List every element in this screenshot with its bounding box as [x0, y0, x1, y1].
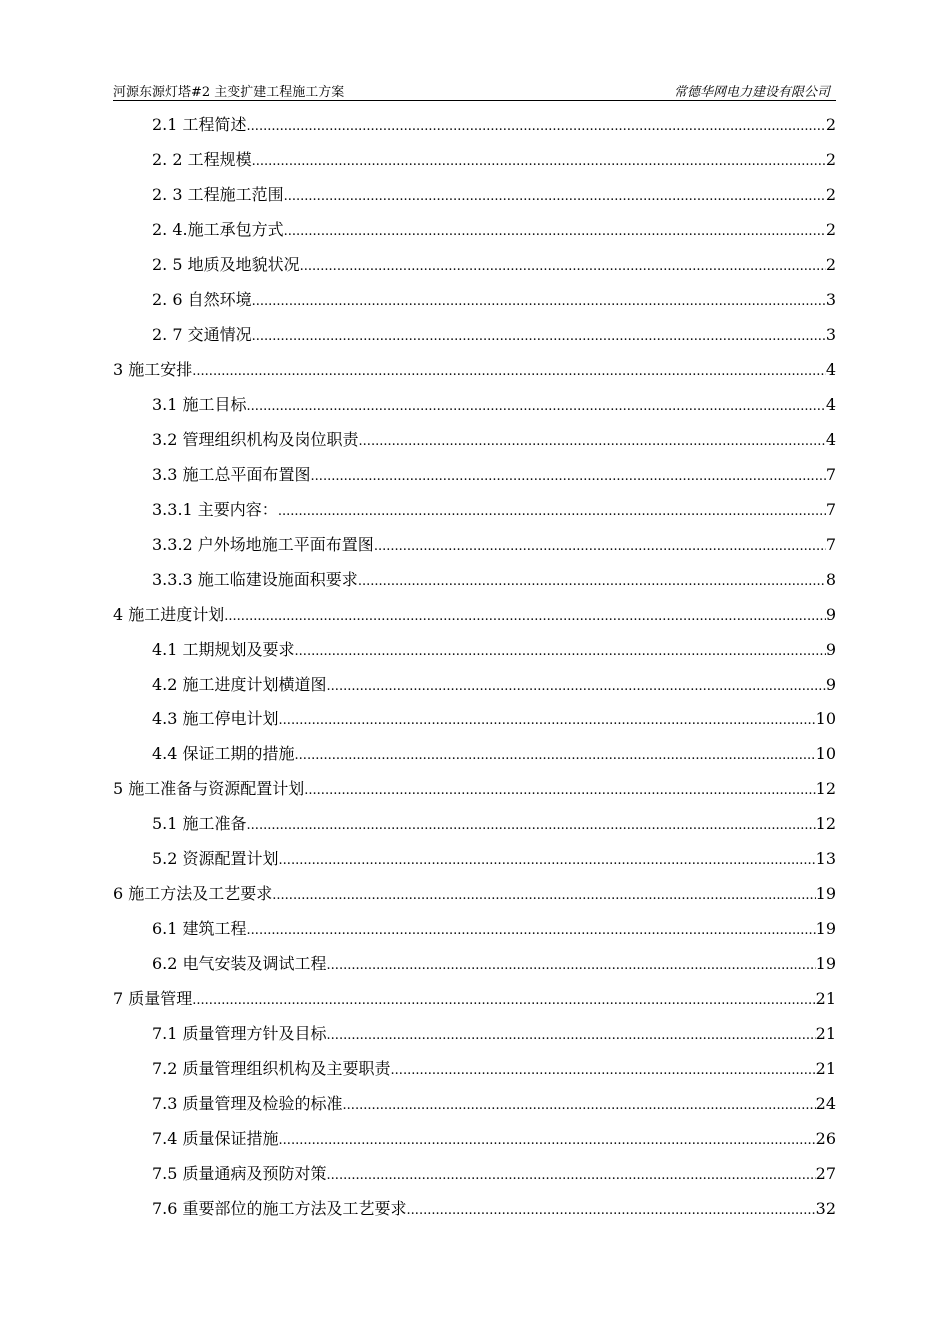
toc-entry-title: 3.3.2 户外场地施工平面布置图 — [152, 534, 374, 554]
toc-entry-title: 7.3 质量管理及检验的标准 — [152, 1094, 343, 1114]
toc-dot-leader — [327, 1157, 816, 1194]
toc-page-number: 32 — [815, 1199, 836, 1219]
toc-entry-title: 7.2 质量管理组织机构及主要职责 — [152, 1059, 391, 1079]
toc-section-entry[interactable] — [113, 1192, 836, 1227]
toc-page-number: 3 — [825, 289, 836, 309]
toc-page-number: 8 — [825, 569, 836, 589]
toc-entry-title: 3.3.3 施工临建设施面积要求 — [152, 569, 358, 589]
toc-entry-title: 6 施工方法及工艺要求 — [113, 884, 273, 904]
toc-page-number: 4 — [825, 429, 836, 449]
toc-entry-title: 2. 7 交通情况 — [152, 324, 252, 344]
toc-entry-title: 2. 5 地质及地貌状况 — [152, 254, 300, 274]
toc-entry-title: 7.6 重要部位的施工方法及工艺要求 — [152, 1199, 407, 1219]
toc-page-number: 19 — [815, 884, 836, 904]
toc-section-entry[interactable] — [113, 528, 836, 563]
toc-page-number: 21 — [815, 1059, 836, 1079]
toc-page-number: 10 — [815, 744, 836, 764]
toc-entry-title: 4 施工进度计划 — [113, 604, 225, 624]
toc-dot-leader — [327, 1017, 816, 1054]
toc-dot-leader — [327, 668, 826, 705]
toc-section-entry[interactable] — [113, 702, 836, 737]
toc-section-entry[interactable] — [113, 493, 836, 528]
toc-dot-leader — [304, 772, 815, 809]
toc-dot-leader — [284, 213, 826, 250]
toc-page-number: 12 — [815, 814, 836, 834]
toc-section-entry[interactable] — [113, 423, 836, 458]
toc-page-number: 26 — [815, 1129, 836, 1149]
toc-entry-title: 3.3 施工总平面布置图 — [152, 464, 311, 484]
toc-entry-title: 4.2 施工进度计划横道图 — [152, 674, 327, 694]
toc-section-entry[interactable] — [113, 283, 836, 318]
toc-page-number: 10 — [815, 709, 836, 729]
toc-page-number: 7 — [825, 534, 836, 554]
toc-dot-leader — [391, 1052, 816, 1089]
toc-chapter-entry[interactable] — [113, 982, 836, 1017]
toc-entry-title: 2. 4.施工承包方式 — [152, 219, 284, 239]
toc-page-number: 9 — [825, 674, 836, 694]
toc-dot-leader — [374, 528, 826, 565]
toc-dot-leader — [407, 1192, 816, 1229]
toc-entry-title: 2. 3 工程施工范围 — [152, 184, 284, 204]
toc-page-number: 9 — [825, 639, 836, 659]
toc-page-number: 2 — [825, 149, 836, 169]
toc-entry-title: 6.1 建筑工程 — [152, 919, 247, 939]
toc-dot-leader — [284, 178, 826, 215]
toc-entry-title: 4.1 工期规划及要求 — [152, 639, 295, 659]
toc-entry-title: 7.4 质量保证措施 — [152, 1129, 279, 1149]
toc-dot-leader — [252, 318, 826, 355]
toc-dot-leader — [192, 353, 826, 390]
toc-page-number: 4 — [825, 394, 836, 414]
toc-entry-title: 2. 6 自然环境 — [152, 289, 252, 309]
toc-dot-leader — [224, 598, 826, 635]
toc-chapter-entry[interactable] — [113, 772, 836, 807]
toc-dot-leader — [278, 493, 826, 530]
toc-entry-title: 6.2 电气安装及调试工程 — [152, 954, 327, 974]
toc-page-number: 27 — [815, 1164, 836, 1184]
toc-chapter-entry[interactable] — [113, 353, 836, 388]
toc-dot-leader — [247, 388, 826, 425]
toc-dot-leader — [247, 912, 816, 949]
toc-page-number: 9 — [825, 604, 836, 624]
toc-dot-leader — [247, 807, 816, 844]
toc-entry-title: 3.3.1 主要内容： — [152, 499, 278, 519]
toc-dot-leader — [279, 842, 816, 879]
toc-page-number: 13 — [815, 849, 836, 869]
toc-section-entry[interactable] — [113, 1122, 836, 1157]
toc-section-entry[interactable] — [113, 668, 836, 703]
toc-dot-leader — [272, 877, 815, 914]
toc-entry-title: 3.1 施工目标 — [152, 394, 247, 414]
toc-section-entry[interactable] — [113, 947, 836, 982]
toc-entry-title: 5.2 资源配置计划 — [152, 849, 279, 869]
toc-page-number: 2 — [825, 254, 836, 274]
toc-section-entry[interactable] — [113, 563, 836, 598]
toc-page-number: 24 — [815, 1094, 836, 1114]
toc-dot-leader — [295, 737, 816, 774]
toc-entry-title: 7 质量管理 — [113, 989, 193, 1009]
toc-dot-leader — [311, 458, 826, 495]
toc-page-number: 7 — [825, 499, 836, 519]
toc-entry-title: 3 施工安排 — [113, 359, 193, 379]
toc-dot-leader — [279, 702, 816, 739]
toc-dot-leader — [252, 283, 826, 320]
toc-page-number: 2 — [825, 184, 836, 204]
toc-entry-title: 5.1 施工准备 — [152, 814, 247, 834]
toc-section-entry[interactable] — [113, 248, 836, 283]
toc-section-entry[interactable] — [113, 388, 836, 423]
toc-entry-title: 2.1 工程简述 — [152, 115, 247, 134]
toc-section-entry[interactable] — [113, 1157, 836, 1192]
toc-page-number: 19 — [815, 954, 836, 974]
toc-entry-title: 7.5 质量通病及预防对策 — [152, 1164, 327, 1184]
toc-page-number: 2 — [825, 115, 836, 134]
header-company-name: 常德华网电力建设有限公司 — [673, 85, 830, 100]
header-project-title: 河源东源灯塔#2 主变扩建工程施工方案 — [113, 85, 345, 100]
toc-section-entry[interactable] — [113, 318, 836, 353]
toc-dot-leader — [279, 1122, 816, 1159]
toc-page-number: 21 — [815, 989, 836, 1009]
toc-section-entry[interactable] — [113, 458, 836, 493]
toc-page-number: 21 — [815, 1024, 836, 1044]
toc-dot-leader — [300, 248, 826, 285]
toc-chapter-entry[interactable] — [113, 877, 836, 912]
toc-entry-title: 5 施工准备与资源配置计划 — [113, 779, 305, 799]
toc-dot-leader — [252, 143, 826, 180]
toc-section-entry[interactable] — [113, 213, 836, 248]
toc-entry-title: 3.2 管理组织机构及岗位职责 — [152, 429, 359, 449]
toc-page-number: 7 — [825, 464, 836, 484]
toc-dot-leader — [343, 1087, 816, 1124]
toc-section-entry[interactable] — [113, 143, 836, 178]
toc-section-entry[interactable] — [113, 807, 836, 842]
toc-page-number: 12 — [815, 779, 836, 799]
toc-page-number: 4 — [825, 359, 836, 379]
page-header — [113, 78, 836, 101]
toc-section-entry[interactable] — [113, 737, 836, 772]
toc-section-entry[interactable] — [113, 1017, 836, 1052]
toc-section-entry[interactable] — [113, 178, 836, 213]
table-of-contents — [113, 108, 836, 1227]
toc-section-entry[interactable] — [113, 1052, 836, 1087]
toc-page-number: 19 — [815, 919, 836, 939]
toc-section-entry[interactable] — [113, 1087, 836, 1122]
toc-section-entry[interactable] — [113, 633, 836, 668]
toc-entry-title: 4.4 保证工期的措施 — [152, 744, 295, 764]
toc-entry-title: 4.3 施工停电计划 — [152, 709, 279, 729]
toc-chapter-entry[interactable] — [113, 598, 836, 633]
toc-section-entry[interactable] — [113, 842, 836, 877]
toc-dot-leader — [358, 563, 826, 600]
toc-dot-leader — [192, 982, 815, 1019]
toc-dot-leader — [295, 633, 826, 670]
toc-entry-title: 7.1 质量管理方针及目标 — [152, 1024, 327, 1044]
toc-section-entry[interactable] — [113, 108, 836, 143]
toc-page-number: 2 — [825, 219, 836, 239]
toc-dot-leader — [359, 423, 826, 460]
toc-entry-title: 2. 2 工程规模 — [152, 149, 252, 169]
toc-dot-leader — [327, 947, 816, 984]
toc-page-number: 3 — [825, 324, 836, 344]
toc-section-entry[interactable] — [113, 912, 836, 947]
toc-dot-leader — [247, 108, 826, 145]
